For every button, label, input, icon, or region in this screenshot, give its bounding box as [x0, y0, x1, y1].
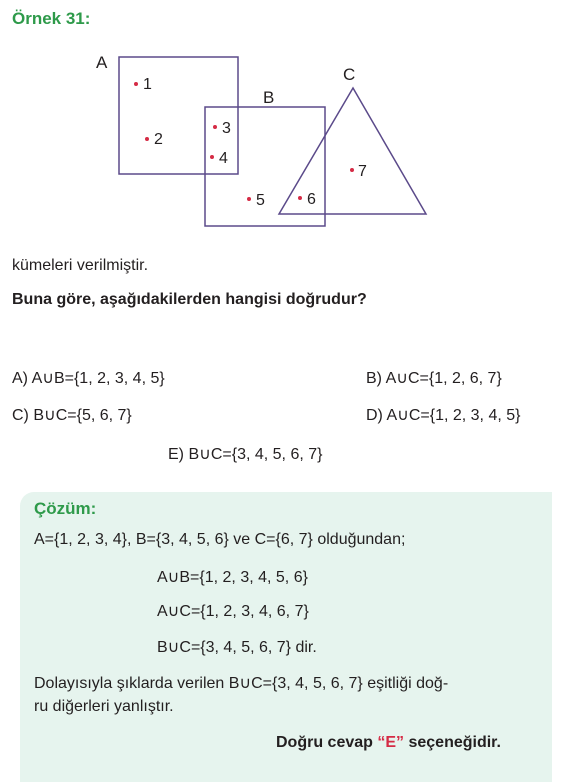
- point-4-dot: [210, 155, 214, 159]
- intro-text: kümeleri verilmiştir.: [12, 257, 149, 274]
- set-c-label: C: [343, 65, 356, 84]
- option-c[interactable]: C) B∪C={5, 6, 7}: [12, 407, 132, 424]
- point-1-label: 1: [143, 76, 152, 93]
- option-d[interactable]: D) A∪C={1, 2, 3, 4, 5}: [366, 407, 521, 424]
- solution-equation-2: A∪C={1, 2, 3, 4, 6, 7}: [157, 603, 309, 620]
- point-7-label: 7: [358, 163, 367, 180]
- example-title: Örnek 31:: [12, 9, 91, 28]
- answer-suffix: seçeneğidir.: [404, 734, 501, 751]
- set-diagram: [0, 0, 571, 240]
- correct-answer: [276, 734, 501, 752]
- point-5-label: 5: [256, 192, 265, 209]
- point-1-dot: [134, 82, 138, 86]
- point-2-dot: [145, 137, 149, 141]
- answer-letter: “E”: [377, 734, 405, 751]
- option-e[interactable]: E) B∪C={3, 4, 5, 6, 7}: [168, 446, 323, 463]
- point-2-label: 2: [154, 131, 163, 148]
- point-4-label: 4: [219, 150, 228, 167]
- solution-equation-1: A∪B={1, 2, 3, 4, 5, 6}: [157, 569, 308, 586]
- point-6-label: 6: [307, 191, 316, 208]
- solution-heading: Çözüm:: [34, 499, 97, 518]
- solution-equation-3: B∪C={3, 4, 5, 6, 7} dir.: [157, 639, 317, 656]
- set-a-label: A: [96, 53, 108, 72]
- point-5-dot: [247, 197, 251, 201]
- option-b[interactable]: B) A∪C={1, 2, 6, 7}: [366, 370, 502, 387]
- point-6-dot: [298, 196, 302, 200]
- set-b-label: B: [263, 88, 275, 107]
- solution-conclusion-1: Dolayısıyla şıklarda verilen B∪C={3, 4, 5, 6, 7} eşitliği doğ-: [34, 675, 449, 692]
- solution-line-1: A={1, 2, 3, 4}, B={3, 4, 5, 6} ve C={6, 7} olduğundan;: [34, 531, 406, 548]
- solution-conclusion-2: ru diğerleri yanlıştır.: [34, 698, 174, 715]
- question-text: Buna göre, aşağıdakilerden hangisi doğrudur?: [12, 291, 367, 308]
- answer-prefix: Doğru cevap: [276, 734, 378, 751]
- option-a[interactable]: A) A∪B={1, 2, 3, 4, 5}: [12, 370, 165, 387]
- point-3-label: 3: [222, 120, 231, 137]
- point-7-dot: [350, 168, 354, 172]
- point-3-dot: [213, 125, 217, 129]
